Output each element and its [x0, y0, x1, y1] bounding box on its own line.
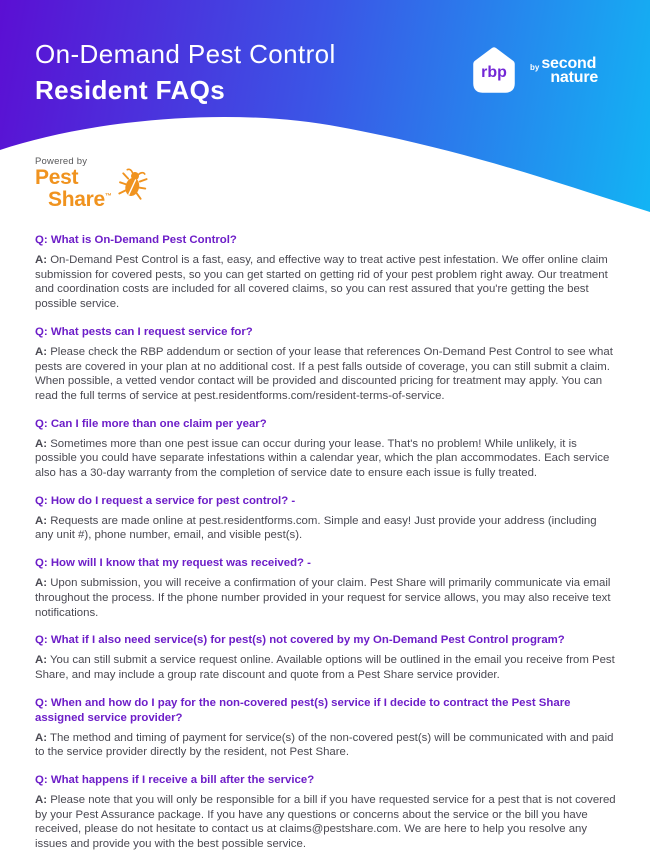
faq-answer	[35, 793, 617, 852]
faq-answer	[35, 345, 617, 404]
faq-item	[35, 233, 617, 312]
powered-by-label: Powered by	[35, 156, 88, 167]
answer-prefix: A:	[35, 577, 48, 590]
faq-question: Q: When and how do I pay for the non-covered pest(s) service if I decide to contract the Pest Share assigned service provider?	[35, 696, 571, 724]
pest-share-wordmark	[35, 168, 112, 209]
faq-question: Q: How will I know that my request was received? -	[35, 557, 311, 570]
pest-share-line1: Pest	[35, 166, 79, 189]
answer-text: You can still submit a service request online. Available options will be outlined in the email you receive from Pest Share, and may include a group rate discount and quote from a Pest Share service provider.	[35, 654, 615, 681]
faq-question: Q: How do I request a service for pest control? -	[35, 494, 296, 507]
faq-answer	[35, 653, 617, 682]
answer-text: Upon submission, you will receive a confirmation of your claim. Pest Share will primarily communicate via email throughout the process. If the phone number provided in your request for service allows, you may also receive text notifications.	[35, 577, 611, 619]
faq-item	[35, 773, 617, 852]
page-title	[35, 36, 336, 108]
faq-item	[35, 417, 617, 481]
faq-question: Q: Can I file more than one claim per year?	[35, 417, 267, 430]
answer-text: Requests are made online at pest.residentforms.com. Simple and easy! Just provide your address (including any unit #), phone number, email, and visible pest(s).	[35, 514, 597, 542]
answer-text: Please check the RBP addendum or section of your lease that references On-Demand Pest Control to see what pests are covered in your plan at no additional cost. If a pest falls outside of coverage, you can still submit a claim. When possible, a vetted vendor contact will be provided and discounted pricing for treatment may apply. You can read the full terms of service at pest.residentforms.com/resident-terms-of-service.	[35, 345, 613, 402]
answer-prefix: A:	[35, 345, 48, 358]
page-title-line1: On-Demand Pest Control	[35, 39, 336, 69]
answer-text: The method and timing of payment for service(s) of the non-covered pest(s) will be communicated with and paid to the service provider directly by the resident, not Pest Share.	[35, 731, 614, 759]
answer-prefix: A:	[35, 731, 48, 744]
page-title-line2: Resident FAQs	[35, 75, 226, 105]
by-label: by	[530, 63, 540, 72]
second-nature-line1: second	[541, 55, 597, 72]
faq-question: Q: What happens if I receive a bill after the service?	[35, 774, 315, 787]
faq-question: Q: What if I also need service(s) for pest(s) not covered by my On-Demand Pest Control program?	[35, 634, 565, 647]
faq-answer	[35, 253, 617, 312]
faq-answer	[35, 514, 617, 543]
trademark-symbol: ™	[104, 193, 112, 200]
second-nature-line2: nature	[550, 69, 599, 86]
faq-item	[35, 325, 617, 404]
page-header	[0, 0, 650, 230]
faq-item	[35, 494, 617, 543]
faq-answer	[35, 576, 617, 620]
faq-question: Q: What is On-Demand Pest Control?	[35, 234, 237, 246]
answer-text: Please note that you will only be responsible for a bill if you have requested service for a pest that is not covered by your Pest Assurance package. If you have any questions or concerns about the service or the bill you have received, please do not hesitate to contact us at claims@pestshare.com. We are here to help you resolve any issues and provide you with the best possible service.	[35, 794, 616, 851]
faq-answer	[35, 437, 617, 481]
answer-text: On-Demand Pest Control is a fast, easy, and effective way to treat active pest infestation. We offer online claim submission for covered pests, so you can get started on getting rid of your pest problem right away. Our treatment and coordination costs are included for all covered claims, so you can rest assured that you're getting the best possible service.	[35, 254, 608, 311]
rbp-second-nature-lockup	[466, 42, 598, 98]
pest-share-line2: Share	[48, 188, 105, 211]
rbp-home-icon	[466, 42, 522, 98]
faq-item	[35, 633, 617, 682]
faq-question: Q: What pests can I request service for?	[35, 325, 253, 338]
answer-prefix: A:	[35, 437, 48, 450]
faq-list	[35, 230, 617, 865]
rbp-logo-text: rbp	[481, 64, 507, 82]
answer-prefix: A:	[35, 254, 48, 266]
answer-prefix: A:	[35, 794, 48, 807]
faq-item	[35, 556, 617, 620]
second-nature-wordmark	[530, 57, 598, 85]
answer-text: Sometimes more than one pest issue can occur during your lease. That's no problem! While unlikely, it is possible you could have separate infestations within a calendar year, which the plan accommodates. Each service also has a 30-day warranty from the completion of service date to ensure each issue is fully treated.	[35, 437, 610, 480]
faq-answer	[35, 731, 617, 760]
bug-icon	[116, 166, 150, 202]
faq-item	[35, 696, 617, 760]
pest-share-lockup	[35, 156, 155, 209]
answer-prefix: A:	[35, 654, 48, 667]
answer-prefix: A:	[35, 514, 48, 527]
